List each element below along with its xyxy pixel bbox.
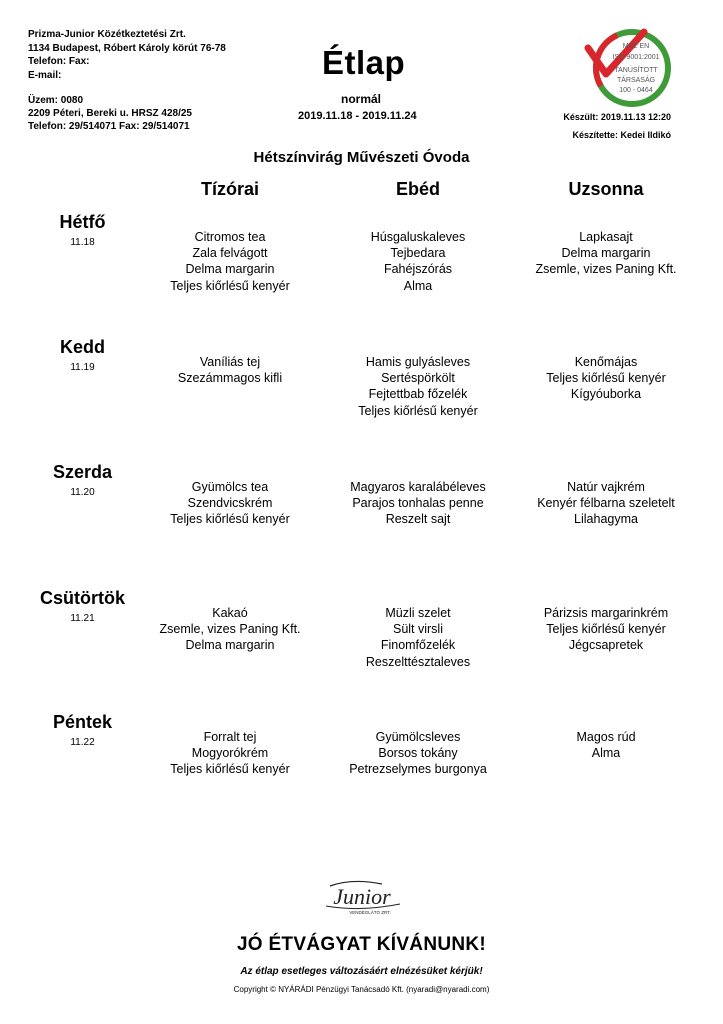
menu-item: Müzli szelet <box>385 606 451 620</box>
menu-type: normál <box>341 92 382 106</box>
menu-item: Fahéjszórás <box>383 262 453 277</box>
menu-item: Reszelt sajt <box>385 512 451 527</box>
page-title: Étlap <box>322 44 406 81</box>
meal-morning-snack <box>130 605 330 654</box>
day-row <box>0 712 723 837</box>
created-timestamp: Készült: 2019.11.13 12:20 <box>563 112 671 122</box>
meal-lunch <box>318 729 518 778</box>
menu-item: Teljes kiőrlésű kenyér <box>546 622 666 637</box>
day-name: Hétfő <box>59 212 106 232</box>
menu-item: Parajos tonhalas penne <box>352 496 484 511</box>
copyright: Copyright © NYÁRÁDI Pénzügyi Tanácsadó Kft. (nyaradi@nyaradi.com) <box>233 985 490 994</box>
menu-item: Natúr vajkrém <box>567 480 645 494</box>
menu-item: Delma margarin <box>185 262 275 277</box>
plant-phone-fax: Telefon: 29/514071 Fax: 29/514071 <box>28 121 190 132</box>
menu-item: Gyümölcsleves <box>375 730 461 744</box>
plant-address: 2209 Péteri, Bereki u. HRSZ 428/25 <box>28 108 192 119</box>
meal-lunch <box>318 229 518 294</box>
column-header-afternoon-snack: Uzsonna <box>568 179 644 199</box>
menu-item: Hamis gulyásleves <box>365 355 471 369</box>
menu-item: Párizsis margarinkrém <box>543 606 669 620</box>
day-date: 11.18 <box>70 237 95 248</box>
menu-item: Borsos tokány <box>378 746 458 761</box>
menu-item: Magyaros karalábéleves <box>350 480 486 494</box>
menu-item: Delma margarin <box>561 246 651 261</box>
logo-wordmark: Junior <box>333 884 391 909</box>
menu-item: Mogyorókrém <box>191 746 269 761</box>
slogan: JÓ ÉTVÁGYAT KÍVÁNUNK! <box>236 934 487 955</box>
junior-logo-icon <box>312 876 412 920</box>
meal-lunch <box>318 479 518 528</box>
menu-item: Húsgaluskaleves <box>370 230 466 244</box>
logo-subtext: VENDÉGLÁTÓ ZRT. <box>349 910 391 915</box>
plant-info <box>28 94 192 133</box>
menu-item: Teljes kiőrlésű kenyér <box>170 512 290 527</box>
menu-item: Alma <box>403 278 433 293</box>
cert-line: ISO 9001:2001 <box>612 54 660 61</box>
meal-morning-snack <box>130 479 330 528</box>
day-name: Péntek <box>52 712 113 732</box>
author: Készítette: Kedei Ildikó <box>572 130 671 140</box>
meal-afternoon-snack <box>506 354 706 403</box>
menu-period: 2019.11.18 - 2019.11.24 <box>298 110 417 122</box>
menu-item: Vaníliás tej <box>199 355 261 369</box>
company-phone-fax: Telefon: Fax: <box>28 56 90 67</box>
menu-item: Kenőmájas <box>574 355 638 369</box>
meal-afternoon-snack <box>506 729 706 761</box>
menu-item: Alma <box>591 746 621 761</box>
meal-afternoon-snack <box>506 229 706 278</box>
company-address: 1134 Budapest, Róbert Károly körút 76-78 <box>28 42 226 54</box>
meal-lunch <box>318 605 518 670</box>
column-header-lunch: Ebéd <box>395 179 440 199</box>
menu-item: Teljes kiőrlésű kenyér <box>170 278 290 293</box>
menu-item: Finomfőzelék <box>380 638 456 653</box>
menu-item: Kakaó <box>212 606 248 620</box>
certification-seal-icon <box>584 26 674 110</box>
menu-item: Jégcsapretek <box>568 638 644 653</box>
meal-afternoon-snack <box>506 605 706 654</box>
day-row <box>0 212 723 337</box>
menu-item: Zsemle, vizes Paning Kft. <box>159 622 301 637</box>
meal-lunch <box>318 354 518 419</box>
menu-item: Forralt tej <box>203 730 257 744</box>
menu-item: Zsemle, vizes Paning Kft. <box>535 262 677 277</box>
cert-line: TÁRSASÁG <box>616 77 656 84</box>
menu-item: Sült virsli <box>392 622 443 637</box>
menu-item: Tejbedara <box>390 246 446 261</box>
company-info <box>28 28 226 82</box>
plant-id: Üzem: 0080 <box>28 95 84 106</box>
meal-morning-snack <box>130 354 330 386</box>
company-email: E-mail: <box>28 69 62 81</box>
institution-name: Hétszínvirág Művészeti Óvoda <box>253 149 470 166</box>
meal-morning-snack <box>130 229 330 294</box>
day-row <box>0 462 723 587</box>
day-name: Kedd <box>60 337 105 357</box>
day-date: 11.19 <box>70 362 95 373</box>
menu-item: Magos rúd <box>576 730 636 744</box>
menu-item: Kígyóuborka <box>570 387 642 402</box>
menu-item: Lilahagyma <box>574 512 638 527</box>
change-notice: Az étlap esetleges változásáért elnézésüket kérjük! <box>240 966 483 977</box>
day-date: 11.22 <box>70 737 95 748</box>
column-header-morning-snack: Tízórai <box>200 179 259 199</box>
menu-item: Szendvicskrém <box>187 496 273 511</box>
menu-item: Teljes kiőrlésű kenyér <box>358 403 478 418</box>
menu-item: Kenyér félbarna szeletelt <box>537 496 675 511</box>
menu-item: Fejtettbab főzelék <box>368 387 468 402</box>
cert-line: MSZ EN <box>622 43 650 50</box>
menu-item: Sertéspörkölt <box>381 371 455 386</box>
menu-item: Gyümölcs tea <box>191 480 269 494</box>
cert-line: TANÚSÍTOTT <box>614 67 658 74</box>
menu-item: Petrezselymes burgonya <box>349 762 487 777</box>
menu-item: Lapkasajt <box>579 230 633 244</box>
day-date: 11.20 <box>70 487 95 498</box>
day-name: Csütörtök <box>40 588 125 608</box>
menu-item: Delma margarin <box>185 638 275 653</box>
day-date: 11.21 <box>70 613 95 624</box>
menu-item: Szezámmagos kifli <box>177 371 283 386</box>
company-name: Prizma-Junior Közétkeztetési Zrt. <box>28 29 186 40</box>
meal-afternoon-snack <box>506 479 706 528</box>
menu-item: Teljes kiőrlésű kenyér <box>546 371 666 386</box>
cert-line: 100 - 0464 <box>619 87 653 94</box>
day-name: Szerda <box>52 462 113 482</box>
meal-morning-snack <box>130 729 330 778</box>
day-row <box>0 337 723 462</box>
menu-item: Zala felvágott <box>192 246 268 261</box>
day-row <box>0 588 723 713</box>
menu-item: Teljes kiőrlésű kenyér <box>170 762 290 777</box>
menu-item: Citromos tea <box>194 230 266 244</box>
menu-item: Reszelttésztaleves <box>365 654 471 669</box>
